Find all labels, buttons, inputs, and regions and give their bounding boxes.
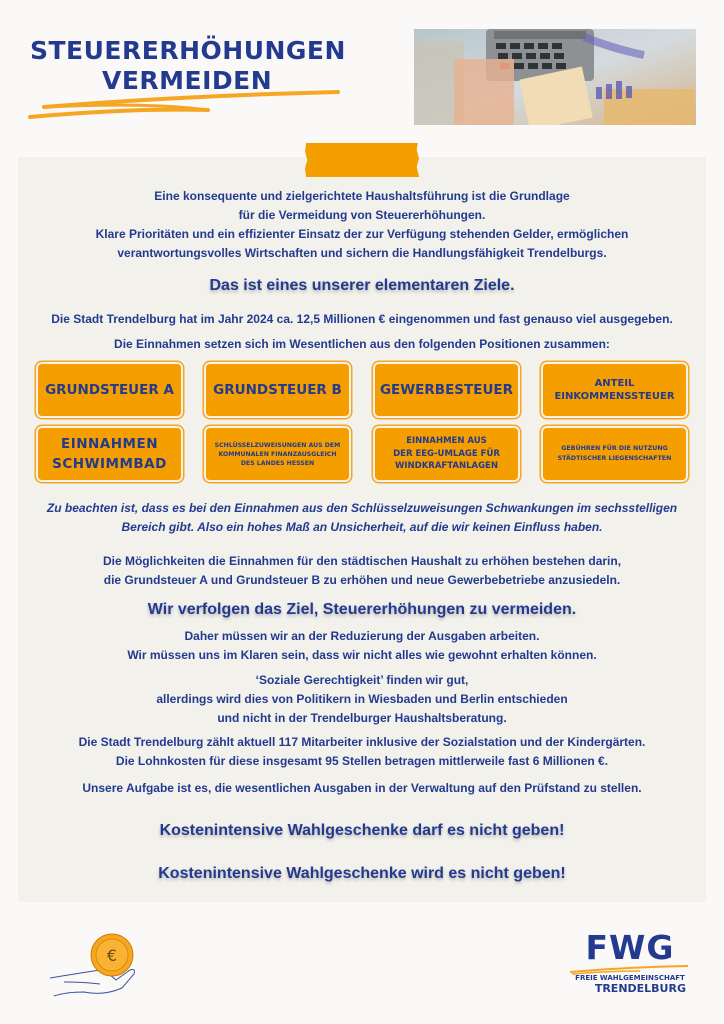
position-label: STÄDTISCHER LIEGENSCHAFTEN — [557, 455, 672, 462]
position-label: GEBÜHREN FÜR DIE NUTZUNG — [561, 445, 668, 452]
title-line-2: VERMEIDEN — [102, 66, 273, 95]
closing-line-2: Kostenintensive Wahlgeschenke wird es nicht geben! — [158, 865, 566, 882]
headline-goals: Das ist eines unserer elementaren Ziele. — [209, 277, 515, 294]
position-label: SCHLÜSSELZUWEISUNGEN AUS DEM — [214, 441, 341, 449]
staff-line-2: Die Lohnkosten für diese insgesamt 95 Stellen betragen mittlerweile fast 6 Millionen €. — [115, 754, 609, 768]
page-title — [30, 36, 346, 96]
fwg-logo — [570, 930, 690, 995]
position-gewerbesteuer — [375, 364, 518, 416]
position-eeg-umlage — [375, 428, 518, 480]
intro-line-2: für die Vermeidung von Steuererhöhungen. — [238, 208, 486, 222]
task-text: Unsere Aufgabe ist es, die wesentlichen Ausgaben in der Verwaltung auf den Prüfstand zu stellen. — [82, 781, 642, 795]
position-label: GRUNDSTEUER A — [45, 381, 174, 398]
content-panel — [18, 157, 706, 902]
headline-avoid-taxes: Wir verfolgen das Ziel, Steuererhöhungen zu vermeiden. — [147, 601, 577, 618]
position-grundsteuer-b — [206, 364, 349, 416]
reduce-line-1: Daher müssen wir an der Reduzierung der Ausgaben arbeiten. — [184, 629, 540, 643]
social-line-1: ‘Soziale Gerechtigkeit’ finden wir gut, — [255, 673, 469, 687]
position-label: DES LANDES HESSEN — [240, 459, 315, 467]
intro-line-4: verantwortungsvolles Wirtschaften und sichern die Handlungsfähigkeit Trendelburgs. — [117, 246, 607, 260]
position-grundsteuer-a — [38, 364, 181, 416]
intro-line-1: Eine konsequente und zielgerichtete Haushaltsführung ist die Grundlage — [154, 189, 570, 203]
tape-decoration — [305, 143, 419, 177]
logo-swoosh — [570, 965, 690, 975]
position-label: DER EEG-UMLAGE FÜR — [393, 448, 500, 459]
position-label: EINKOMMENSSTEUER — [554, 391, 675, 402]
position-label: ANTEIL — [594, 378, 635, 389]
position-label: WINDKRAFTANLAGEN — [395, 461, 498, 472]
staff-paragraph — [18, 733, 706, 771]
note-paragraph — [18, 499, 706, 537]
position-label: KOMMUNALEN FINANZAUSGLEICH — [218, 450, 337, 458]
note-line-1: Zu beachten ist, dass es bei den Einnahmen aus den Schlüsselzuweisungen Schwankungen im sechsstelligen — [46, 501, 678, 515]
position-label: EINNAHMEN — [60, 436, 159, 452]
calculator-icon — [414, 29, 696, 125]
position-label: GRUNDSTEUER B — [213, 381, 342, 398]
positions-intro: Die Einnahmen setzen sich im Wesentlichen aus den folgenden Positionen zusammen: — [114, 337, 610, 351]
options-line-2: die Grundsteuer A und Grundsteuer B zu erhöhen und neue Gewerbebetriebe anzusiedeln. — [103, 573, 621, 587]
revenue-text: Die Stadt Trendelburg hat im Jahr 2024 ca. 12,5 Millionen € eingenommen und fast genauso viel ausgegeben. — [51, 312, 673, 326]
position-schwimmbad — [38, 428, 181, 480]
logo-line-2: TRENDELBURG — [594, 982, 686, 995]
logo-abbr: FWG — [585, 928, 675, 967]
calculator-money-photo — [414, 29, 696, 125]
reduce-line-2: Wir müssen uns im Klaren sein, dass wir nicht alles wie gewohnt erhalten können. — [127, 648, 597, 662]
title-line-1: STEUERERHÖHUNGEN — [30, 36, 346, 65]
position-label: GEWERBESTEUER — [379, 381, 514, 398]
svg-text:€: € — [106, 946, 118, 965]
position-label: EINNAHMEN AUS — [406, 436, 487, 447]
reduce-paragraph — [18, 627, 706, 665]
position-liegenschaften — [543, 428, 686, 480]
social-paragraph — [18, 671, 706, 728]
intro-line-3: Klare Prioritäten und ein effizienter Einsatz der zur Verfügung stehenden Gelder, ermöglichen — [95, 227, 629, 241]
options-line-1: Die Möglichkeiten die Einnahmen für den städtischen Haushalt zu erhöhen bestehen darin, — [102, 554, 622, 568]
social-line-3: und nicht in der Trendelburger Haushaltsberatung. — [217, 711, 507, 725]
note-line-2: Bereich gibt. Also ein hohes Maß an Unsicherheit, auf die wir keinen Einfluss haben. — [121, 520, 603, 534]
logo-line-1: FREIE WAHLGEMEINSCHAFT — [575, 974, 685, 982]
intro-paragraph — [18, 187, 706, 263]
position-schluesselzuweisungen — [206, 428, 349, 480]
title-underline-swoosh — [28, 88, 348, 122]
staff-line-1: Die Stadt Trendelburg zählt aktuell 117 Mitarbeiter inklusive der Sozialstation und der Kindergärten. — [78, 735, 646, 749]
social-line-2: allerdings wird dies von Politikern in Wiesbaden und Berlin entschieden — [156, 692, 568, 706]
closing-line-1: Kostenintensive Wahlgeschenke darf es nicht geben! — [159, 822, 565, 839]
options-paragraph — [18, 552, 706, 590]
hand-with-euro-coin-icon — [44, 930, 144, 1000]
position-label: SCHWIMMBAD — [52, 456, 167, 472]
position-einkommenssteuer — [543, 364, 686, 416]
